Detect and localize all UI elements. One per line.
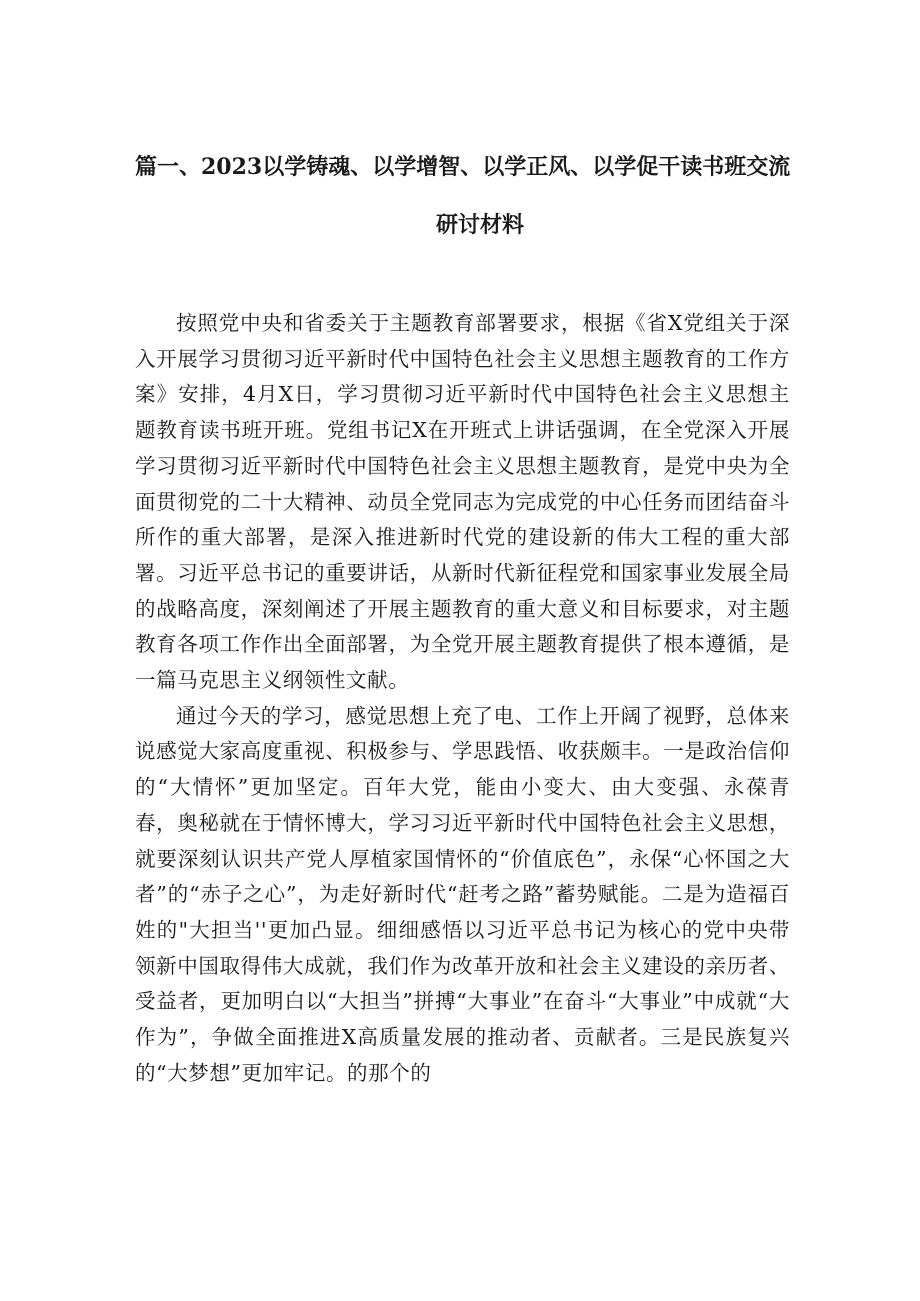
document-body — [135, 306, 790, 1091]
document-title: 篇一、2023以学铸魂、以学增智、以学正风、以学促干读书班交流 — [135, 154, 791, 180]
paragraph-2: 通过今天的学习，感觉思想上充了电、工作上开阔了视野，总体来说感觉大家高度重视、积极参与、学思践悟、收获颇丰。一是政治信仰的“大情怀”更加坚定。百年大党，能由小变大、由大变强、永葆青春，奥秘就在于情怀博大，学习习近平新时代中国特色社会主义思想，就要深刻认识共产党人厚植家国情怀的“价值底色”，永保“心怀国之大者”的“赤子之心”，为走好新时代“赶考之路”蓄势赋能。二是为造福百姓的"大担当''更加凸显。细细感悟以习近平总书记为核心的党中央带领新中国取得伟大成就，我们作为改革开放和社会主义建设的亲历者、受益者，更加明白以“大担当”拼搏“大事业”在奋斗“大事业”中成就“大作为”，争做全面推进X高质量发展的推动者、贡献者。三是民族复兴的“大梦想”更加牢记。的那个的 — [135, 703, 790, 1085]
document-title-continuation: 研讨材料 — [435, 212, 524, 238]
paragraph-1: 按照党中央和省委关于主题教育部署要求，根据《省X党组关于深入开展学习贯彻习近平新时代中国特色社会主义思想主题教育的工作方案》安排，4月X日，学习贯彻习近平新时代中国特色社会主义思想主题教育读书班开班。党组书记X在开班式上讲话强调，在全党深入开展学习贯彻习近平新时代中国特色社会主义思想主题教育，是党中央为全面贯彻党的二十大精神、动员全党同志为完成党的中心任务而团结奋斗所作的重大部署，是深入推进新时代党的建设新的伟大工程的重大部署。习近平总书记的重要讲话，从新时代新征程党和国家事业发展全局的战略高度，深刻阐述了开展主题教育的重大意义和目标要求，对主题教育各项工作作出全面部署，为全党开展主题教育提供了根本遵循，是一篇马克思主义纲领性文献。 — [135, 311, 790, 693]
